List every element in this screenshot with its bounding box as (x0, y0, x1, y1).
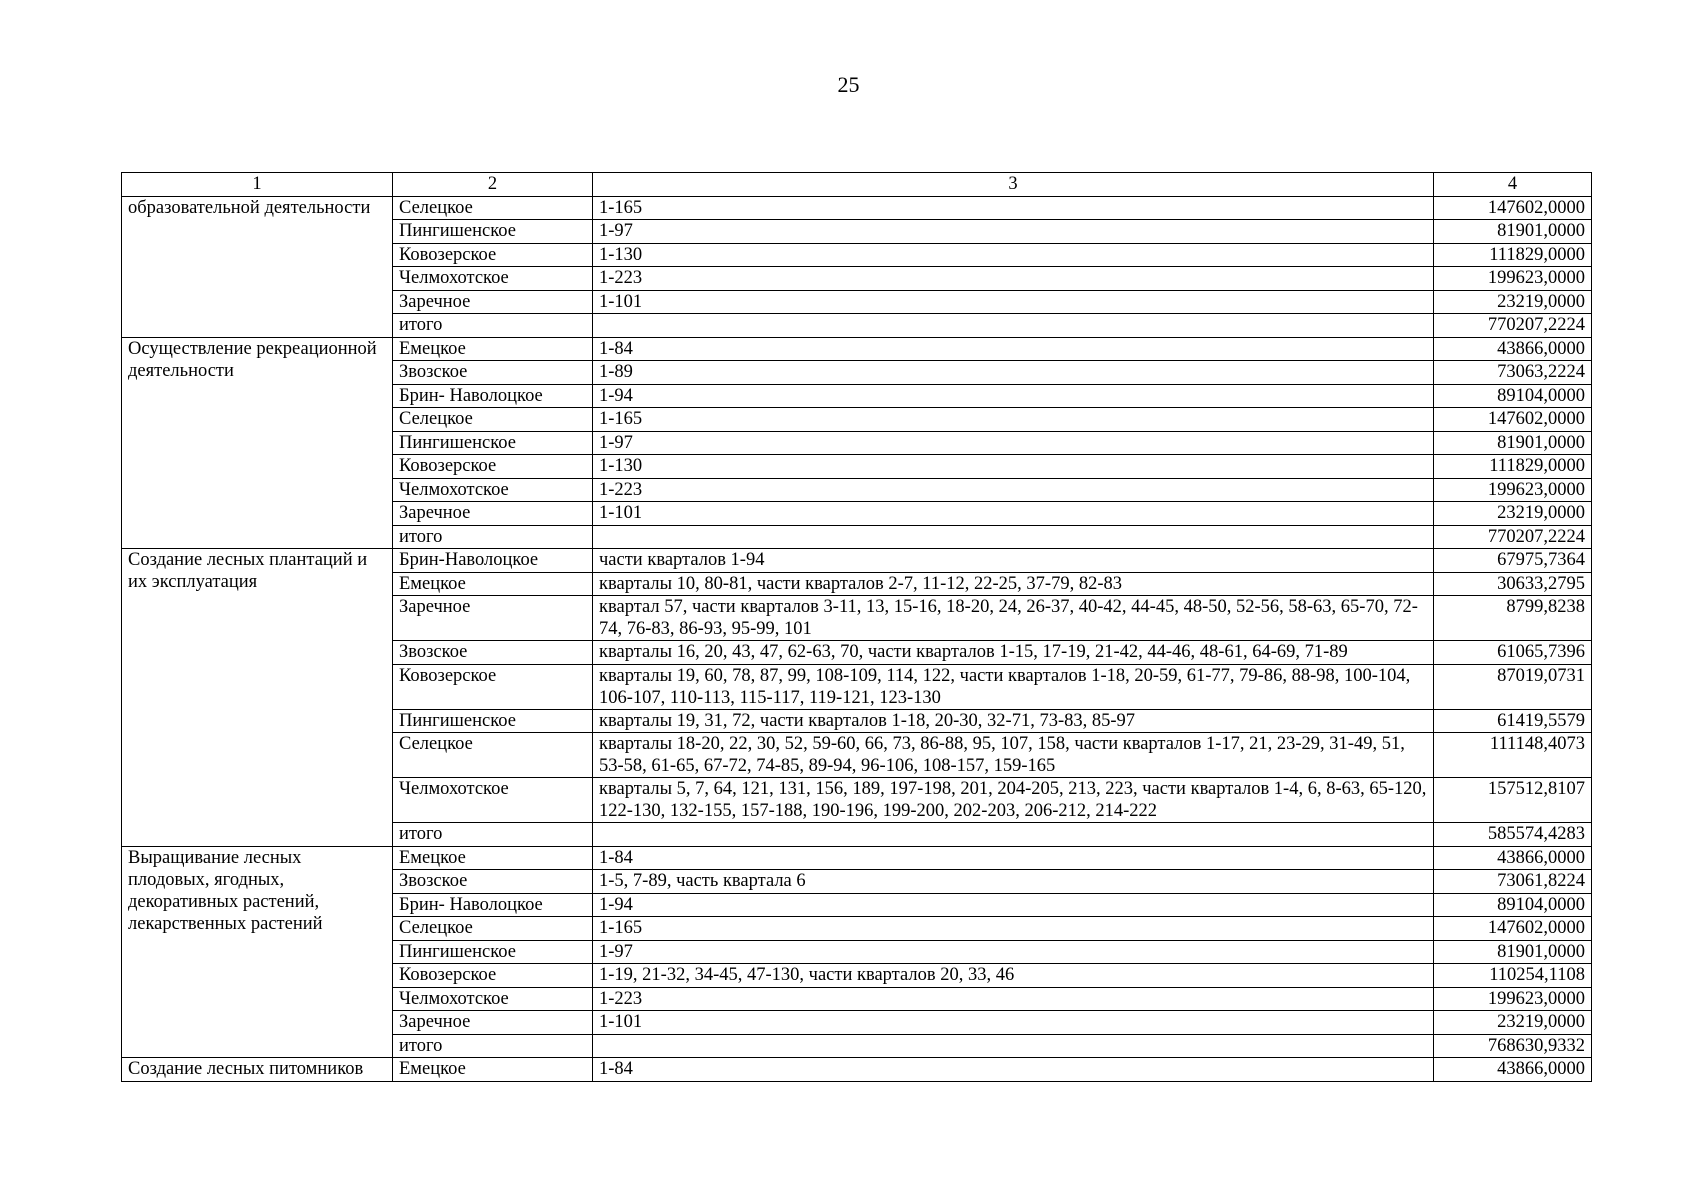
forestry-cell: Пингишенское (393, 940, 593, 964)
forestry-cell: Пингишенское (393, 220, 593, 244)
forestry-cell: Заречное (393, 1011, 593, 1035)
area-cell: 67975,7364 (1434, 549, 1592, 573)
area-cell: 23219,0000 (1434, 290, 1592, 314)
quarters-cell: 1-223 (593, 478, 1434, 502)
forestry-cell: Заречное (393, 596, 593, 641)
activity-type-cell: Осуществление рекреационной деятельности (122, 337, 393, 549)
total-label-cell: итого (393, 823, 593, 847)
area-cell: 23219,0000 (1434, 502, 1592, 526)
area-cell: 73063,2224 (1434, 361, 1592, 385)
quarters-cell: 1-165 (593, 196, 1434, 220)
area-cell: 111829,0000 (1434, 455, 1592, 479)
quarters-cell: 1-19, 21-32, 34-45, 47-130, части кварталов 20, 33, 46 (593, 964, 1434, 988)
area-cell: 768630,9332 (1434, 1034, 1592, 1058)
header-row (122, 173, 1592, 197)
quarters-cell: 1-223 (593, 987, 1434, 1011)
total-label-cell: итого (393, 1034, 593, 1058)
page-number: 25 (837, 72, 860, 97)
quarters-cell: квартал 57, части кварталов 3-11, 13, 15-16, 18-20, 24, 26-37, 40-42, 44-45, 48-50, 52-56, 58-63, 65-70, 72-74, 76-83, 86-93, 95-99, 101 (593, 596, 1434, 641)
area-cell: 111829,0000 (1434, 243, 1592, 267)
quarters-cell: кварталы 18-20, 22, 30, 52, 59-60, 66, 73, 86-88, 95, 107, 158, части кварталов 1-17, 21, 23-29, 31-49, 51, 53-58, 61-65, 67-72, 74-85, 89-94, 96-106, 108-157, 159-165 (593, 733, 1434, 778)
header-cell-1: 1 (122, 173, 393, 197)
quarters-cell: 1-97 (593, 431, 1434, 455)
forestry-cell: Челмохотское (393, 987, 593, 1011)
table-row (122, 846, 1592, 870)
forestry-cell: Селецкое (393, 408, 593, 432)
forestry-cell: Брин- Наволоцкое (393, 893, 593, 917)
area-cell: 770207,2224 (1434, 314, 1592, 338)
area-cell: 111148,4073 (1434, 733, 1592, 778)
quarters-cell (593, 525, 1434, 549)
area-cell: 23219,0000 (1434, 1011, 1592, 1035)
quarters-cell: 1-89 (593, 361, 1434, 385)
forestry-cell: Селецкое (393, 733, 593, 778)
forestry-cell: Ковозерское (393, 455, 593, 479)
forestry-cell: Челмохотское (393, 478, 593, 502)
table-row (122, 1058, 1592, 1082)
area-cell: 89104,0000 (1434, 384, 1592, 408)
quarters-cell: кварталы 5, 7, 64, 121, 131, 156, 189, 197-198, 201, 204-205, 213, 223, части кварталов 1-4, 6, 8-63, 65-120, 122-130, 132-155, 157-188, 190-196, 199-200, 202-203, 206-212, 214-222 (593, 778, 1434, 823)
table-row (122, 337, 1592, 361)
activity-type-cell: Создание лесных питомников (122, 1058, 393, 1082)
header-cell-4: 4 (1434, 173, 1592, 197)
quarters-cell: 1-97 (593, 940, 1434, 964)
quarters-cell (593, 1034, 1434, 1058)
area-cell: 199623,0000 (1434, 478, 1592, 502)
quarters-cell: 1-94 (593, 893, 1434, 917)
area-cell: 770207,2224 (1434, 525, 1592, 549)
quarters-cell: кварталы 10, 80-81, части кварталов 2-7, 11-12, 22-25, 37-79, 82-83 (593, 572, 1434, 596)
forestry-cell: Емецкое (393, 337, 593, 361)
area-cell: 157512,8107 (1434, 778, 1592, 823)
area-cell: 73061,8224 (1434, 870, 1592, 894)
activity-type-cell: Создание лесных плантаций и их эксплуатация (122, 549, 393, 847)
header-cell-2: 2 (393, 173, 593, 197)
area-cell: 8799,8238 (1434, 596, 1592, 641)
forestry-cell: Челмохотское (393, 778, 593, 823)
activity-type-cell: Выращивание лесных плодовых, ягодных, декоративных растений, лекарственных растений (122, 846, 393, 1058)
forestry-cell: Емецкое (393, 846, 593, 870)
area-cell: 147602,0000 (1434, 196, 1592, 220)
quarters-cell: 1-130 (593, 455, 1434, 479)
area-cell: 81901,0000 (1434, 220, 1592, 244)
quarters-cell: 1-130 (593, 243, 1434, 267)
forest-use-table (121, 172, 1592, 1082)
quarters-cell: 1-84 (593, 846, 1434, 870)
quarters-cell (593, 823, 1434, 847)
area-cell: 30633,2795 (1434, 572, 1592, 596)
forestry-cell: Пингишенское (393, 709, 593, 733)
quarters-cell (593, 314, 1434, 338)
forestry-cell: Брин-Наволоцкое (393, 549, 593, 573)
area-cell: 43866,0000 (1434, 1058, 1592, 1082)
quarters-cell: кварталы 19, 60, 78, 87, 99, 108-109, 114, 122, части кварталов 1-18, 20-59, 61-77, 79-86, 88-98, 100-104, 106-107, 110-113, 115-117, 119-121, 123-130 (593, 664, 1434, 709)
quarters-cell: 1-84 (593, 337, 1434, 361)
forestry-cell: Заречное (393, 290, 593, 314)
quarters-cell: 1-101 (593, 290, 1434, 314)
quarters-cell: кварталы 19, 31, 72, части кварталов 1-18, 20-30, 32-71, 73-83, 85-97 (593, 709, 1434, 733)
area-cell: 585574,4283 (1434, 823, 1592, 847)
quarters-cell: 1-97 (593, 220, 1434, 244)
area-cell: 87019,0731 (1434, 664, 1592, 709)
area-cell: 61419,5579 (1434, 709, 1592, 733)
quarters-cell: 1-165 (593, 917, 1434, 941)
forestry-cell: Емецкое (393, 1058, 593, 1082)
table-body (122, 173, 1592, 1082)
forestry-cell: Звозское (393, 870, 593, 894)
forestry-cell: Ковозерское (393, 243, 593, 267)
forestry-cell: Звозское (393, 361, 593, 385)
table-row (122, 196, 1592, 220)
area-cell: 110254,1108 (1434, 964, 1592, 988)
total-label-cell: итого (393, 314, 593, 338)
table-row (122, 549, 1592, 573)
forestry-cell: Емецкое (393, 572, 593, 596)
area-cell: 43866,0000 (1434, 337, 1592, 361)
area-cell: 81901,0000 (1434, 431, 1592, 455)
forestry-cell: Пингишенское (393, 431, 593, 455)
forestry-cell: Челмохотское (393, 267, 593, 291)
area-cell: 147602,0000 (1434, 917, 1592, 941)
forestry-cell: Ковозерское (393, 664, 593, 709)
total-label-cell: итого (393, 525, 593, 549)
quarters-cell: 1-5, 7-89, часть квартала 6 (593, 870, 1434, 894)
quarters-cell: 1-101 (593, 502, 1434, 526)
forestry-cell: Заречное (393, 502, 593, 526)
area-cell: 81901,0000 (1434, 940, 1592, 964)
forestry-cell: Селецкое (393, 917, 593, 941)
quarters-cell: 1-165 (593, 408, 1434, 432)
forestry-cell: Брин- Наволоцкое (393, 384, 593, 408)
forestry-cell: Ковозерское (393, 964, 593, 988)
quarters-cell: 1-94 (593, 384, 1434, 408)
quarters-cell: 1-101 (593, 1011, 1434, 1035)
area-cell: 43866,0000 (1434, 846, 1592, 870)
area-cell: 199623,0000 (1434, 267, 1592, 291)
area-cell: 199623,0000 (1434, 987, 1592, 1011)
area-cell: 61065,7396 (1434, 641, 1592, 665)
area-cell: 89104,0000 (1434, 893, 1592, 917)
activity-type-cell: образовательной деятельности (122, 196, 393, 337)
area-cell: 147602,0000 (1434, 408, 1592, 432)
forestry-cell: Селецкое (393, 196, 593, 220)
quarters-cell: 1-223 (593, 267, 1434, 291)
forestry-cell: Звозское (393, 641, 593, 665)
quarters-cell: 1-84 (593, 1058, 1434, 1082)
header-cell-3: 3 (593, 173, 1434, 197)
quarters-cell: части кварталов 1-94 (593, 549, 1434, 573)
quarters-cell: кварталы 16, 20, 43, 47, 62-63, 70, части кварталов 1-15, 17-19, 21-42, 44-46, 48-61, 64-69, 71-89 (593, 641, 1434, 665)
